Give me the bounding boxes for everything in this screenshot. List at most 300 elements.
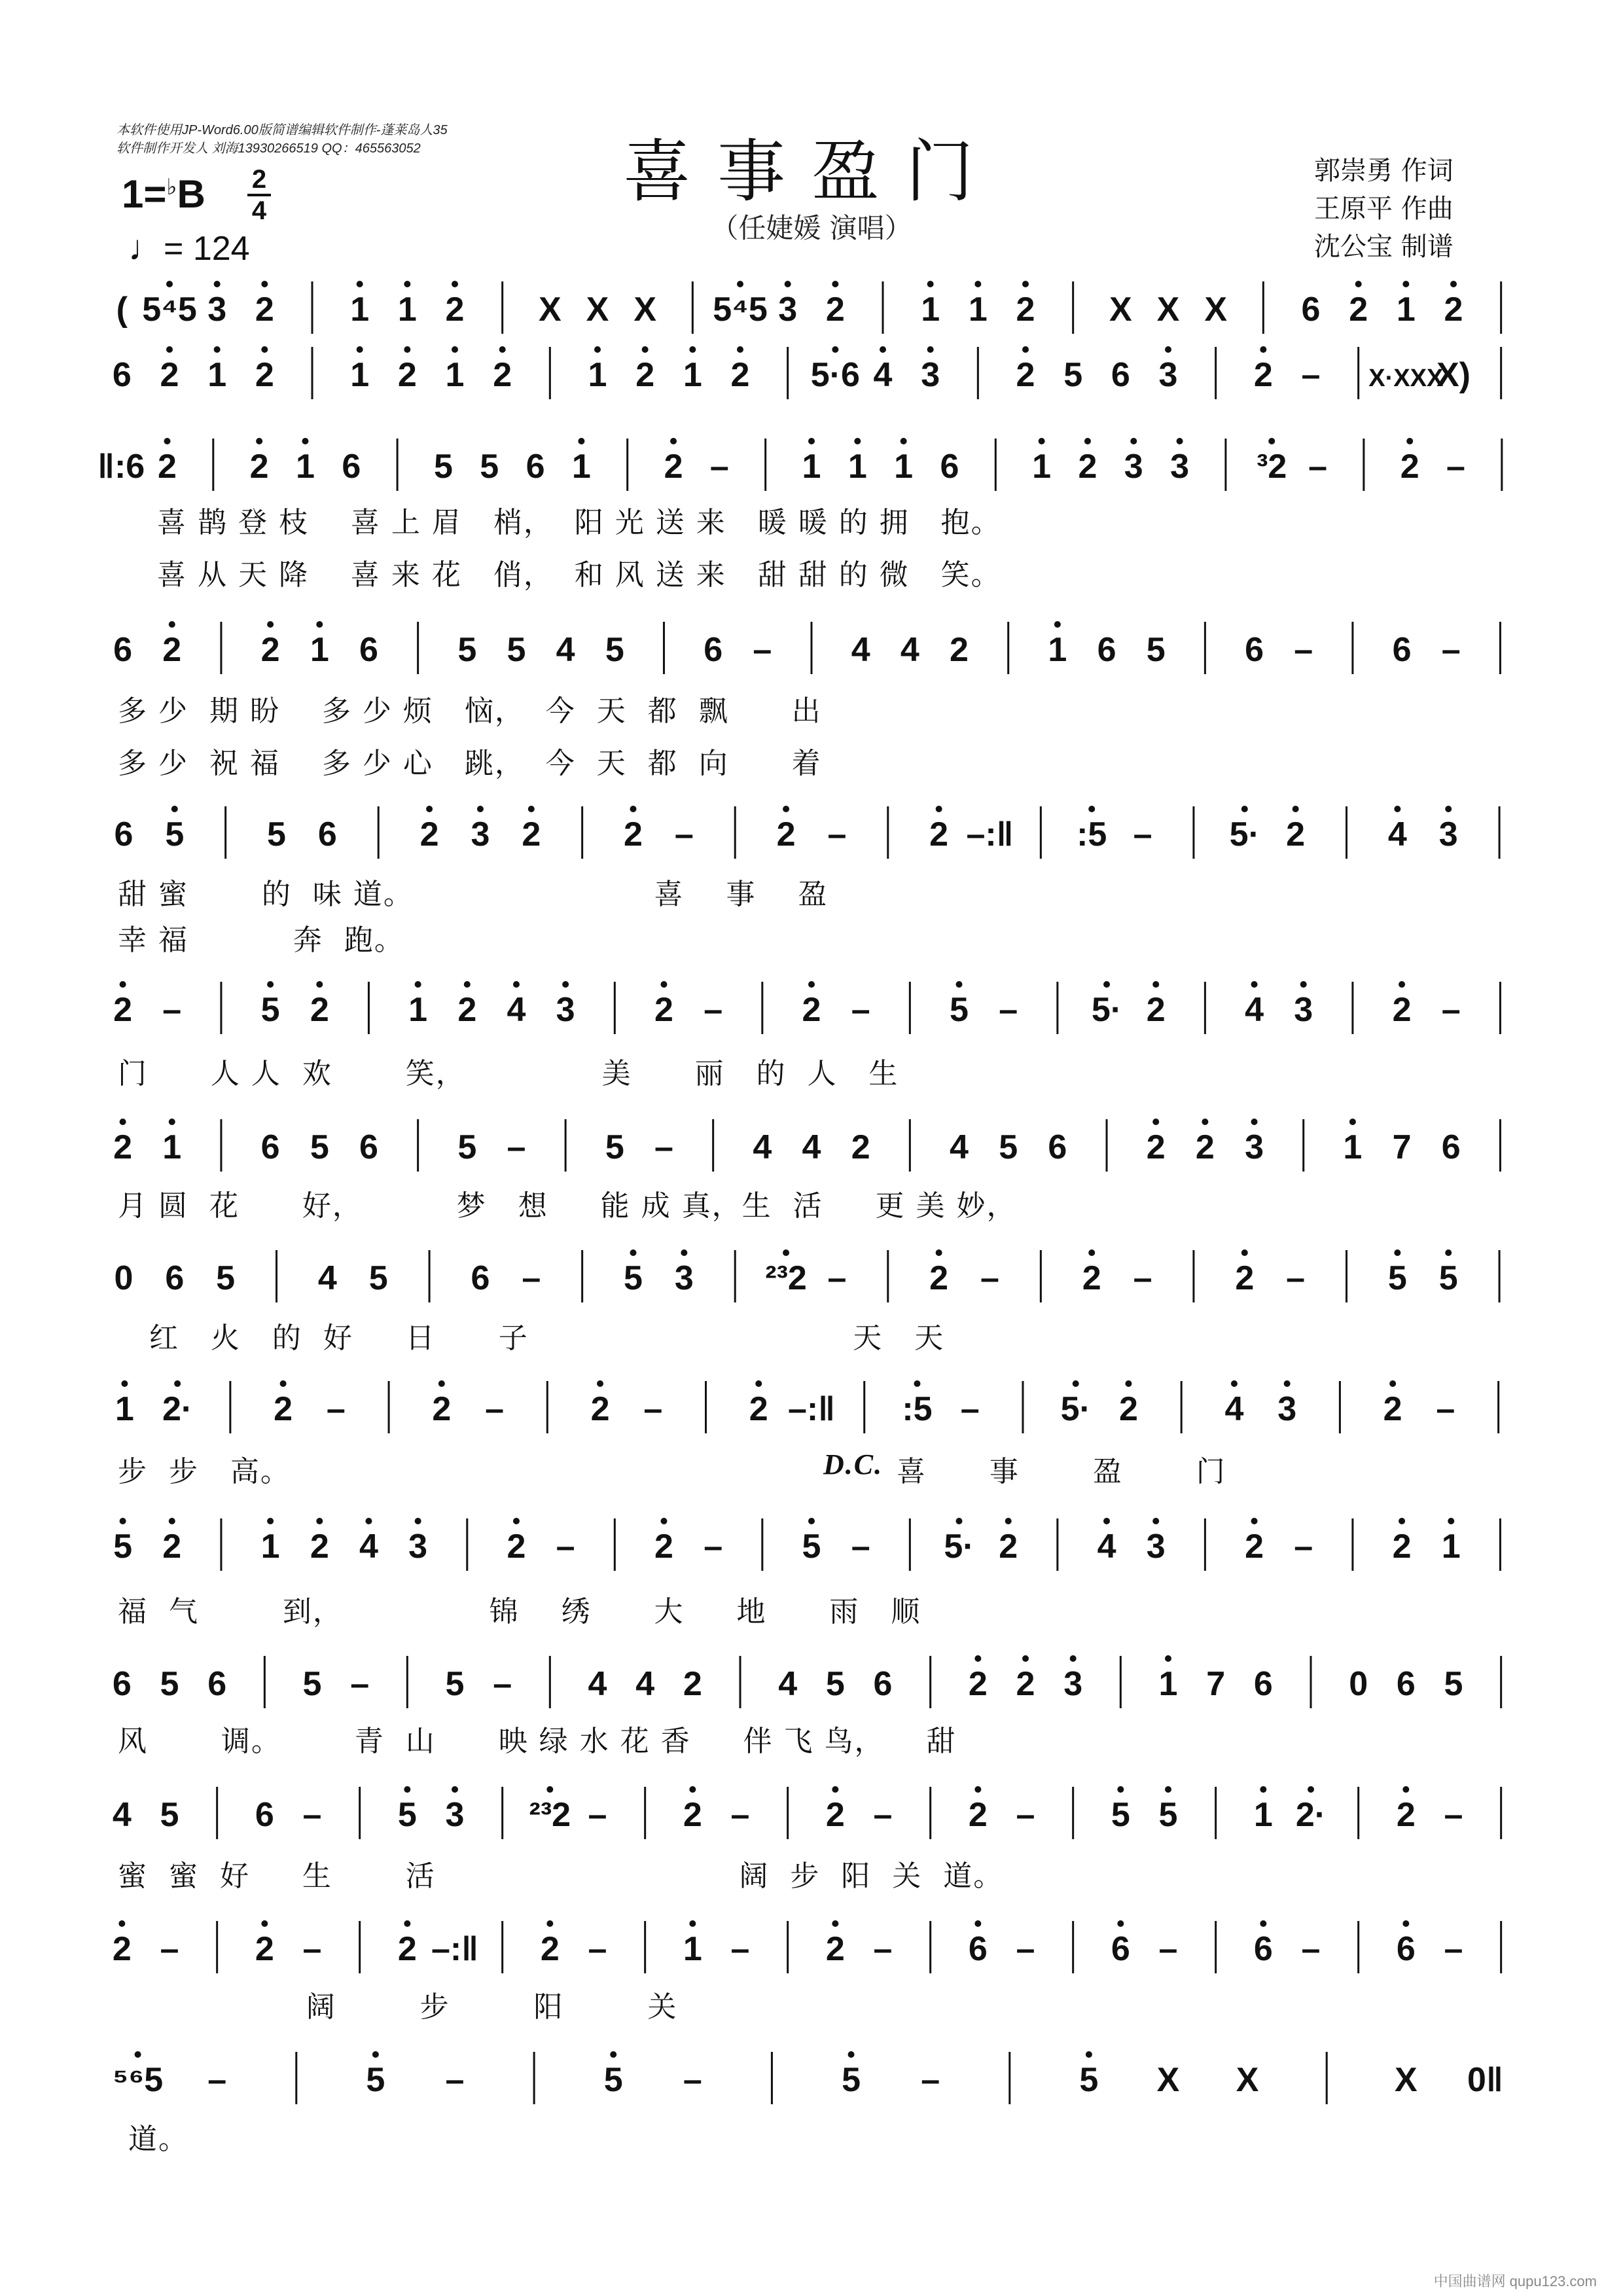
note-token: 5 xyxy=(160,1665,179,1703)
octave-dot xyxy=(1165,346,1171,353)
octave-dot xyxy=(783,1249,789,1256)
notation-svg-r2 xyxy=(98,340,1525,406)
lyric-r7: 月 圆 花 好， 梦 想 能 成 真，生 活 更 美 妙， xyxy=(118,1189,1017,1223)
lyric-r11: 风 调。 青 山 映 绿 水 花 香 伴 飞 鸟， 甜 xyxy=(118,1725,957,1758)
note-token: 4 xyxy=(507,991,526,1029)
octave-dot xyxy=(597,1380,603,1387)
notation-row-r8 xyxy=(98,1244,1525,1309)
octave-dot xyxy=(578,438,584,444)
note-token: 2 xyxy=(274,1390,293,1428)
note-token: 1 xyxy=(847,448,867,486)
octave-dot xyxy=(1402,281,1409,287)
note-token: – xyxy=(851,1528,870,1566)
note-token: 3 xyxy=(1158,356,1178,394)
note-token: – xyxy=(588,1930,607,1968)
octave-dot xyxy=(1293,806,1299,812)
note-token: ‖:6 xyxy=(98,448,145,486)
note-token: X xyxy=(1236,2061,1259,2099)
note-token: 1 xyxy=(310,631,329,669)
notation-svg-r5 xyxy=(98,800,1525,865)
note-token: 6 xyxy=(342,448,361,486)
note-token: 0 xyxy=(114,1259,134,1297)
note-token: 1 xyxy=(1032,448,1052,486)
octave-dot xyxy=(267,1518,274,1524)
octave-dot xyxy=(452,346,458,353)
note-token: 5 xyxy=(267,816,286,853)
note-token: 2 xyxy=(683,1665,702,1703)
note-token: 4 xyxy=(588,1665,607,1703)
note-token: 3 xyxy=(1170,448,1190,486)
note-token: 4 xyxy=(1224,1390,1244,1428)
octave-dot xyxy=(477,806,484,812)
octave-dot xyxy=(546,1920,553,1927)
note-token: – xyxy=(1016,1930,1035,1968)
notation-row-r10 xyxy=(98,1512,1525,1577)
note-token: 6 xyxy=(1111,356,1130,394)
octave-dot xyxy=(832,346,838,353)
note-token: 2 xyxy=(1245,1528,1264,1566)
note-token: 6 xyxy=(1245,631,1264,669)
octave-dot xyxy=(452,1786,458,1793)
octave-dot xyxy=(528,806,535,812)
note-token: 1 xyxy=(968,291,988,329)
note-token: 6 xyxy=(317,816,337,853)
note-token: 4 xyxy=(317,1259,337,1297)
note-token: –:‖ xyxy=(787,1390,836,1428)
note-token: 6 xyxy=(1111,1930,1130,1968)
note-token: 6 xyxy=(260,1128,280,1166)
note-token: 5 xyxy=(605,631,624,669)
octave-dot xyxy=(936,806,942,812)
octave-dot xyxy=(464,981,471,988)
note-token: 2 xyxy=(825,1930,845,1968)
octave-dot xyxy=(415,981,421,988)
octave-dot xyxy=(832,1920,838,1927)
octave-dot xyxy=(974,1655,981,1662)
note-token: 3 xyxy=(556,991,575,1029)
notation-svg-r10 xyxy=(98,1512,1525,1577)
octave-dot xyxy=(880,346,886,353)
note-token: X xyxy=(633,291,657,329)
octave-dot xyxy=(372,2051,379,2058)
note-token: 1 xyxy=(162,1128,182,1166)
note-token: 3 xyxy=(471,816,490,853)
octave-dot xyxy=(121,1380,128,1387)
note-token: – xyxy=(704,991,723,1029)
note-token: 6 xyxy=(704,631,723,669)
octave-dot xyxy=(426,806,433,812)
note-token: X xyxy=(1394,2061,1418,2099)
note-token: 2 xyxy=(255,1930,274,1968)
octave-dot xyxy=(499,346,506,353)
octave-dot xyxy=(1103,981,1110,988)
note-token: 2 xyxy=(635,356,655,394)
note-token: 6 xyxy=(112,1665,132,1703)
note-token: 2 xyxy=(1444,291,1463,329)
octave-dot xyxy=(438,1380,445,1387)
notation-svg-r1 xyxy=(98,275,1525,340)
note-token: 1 xyxy=(683,356,702,394)
note-token: 1 xyxy=(350,356,370,394)
octave-dot xyxy=(404,1786,410,1793)
note-token: 5⁴5 xyxy=(713,291,768,329)
note-token: 2 xyxy=(162,1528,182,1566)
lyric-r3b: 喜 从 天 降 喜 来 花 俏， 和 风 送 来 甜 甜 的 微 笑。 xyxy=(157,558,1001,592)
octave-dot xyxy=(267,981,274,988)
octave-dot xyxy=(927,346,934,353)
octave-dot xyxy=(120,1119,126,1125)
note-token: – xyxy=(1441,631,1461,669)
notation-row-r12 xyxy=(98,1780,1525,1846)
octave-dot xyxy=(832,1786,838,1793)
notation-row-r7 xyxy=(98,1113,1525,1178)
note-token: 6 xyxy=(1097,631,1116,669)
octave-dot xyxy=(169,1518,175,1524)
notation-svg-r11 xyxy=(98,1649,1525,1715)
note-token: 3 xyxy=(207,291,227,329)
octave-dot xyxy=(914,1380,920,1387)
octave-dot xyxy=(404,1920,410,1927)
note-token: 5 xyxy=(457,631,477,669)
octave-dot xyxy=(610,2051,616,2058)
octave-dot xyxy=(261,281,268,287)
note-token: 6 xyxy=(1396,1665,1416,1703)
note-token: – xyxy=(980,1259,999,1297)
note-token: 1 xyxy=(397,291,417,329)
note-token: 2 xyxy=(112,1930,132,1968)
note-token: 3 xyxy=(445,1796,465,1834)
notation-svg-r14 xyxy=(98,2045,1525,2111)
author-composer: 王原平 作曲 xyxy=(1314,194,1454,224)
note-token: 5 xyxy=(302,1665,322,1703)
octave-dot xyxy=(546,1786,553,1793)
octave-dot xyxy=(1349,1119,1356,1125)
octave-dot xyxy=(1251,981,1258,988)
flat-symbol: ♭ xyxy=(166,175,177,200)
octave-dot xyxy=(267,621,274,628)
note-token: 2 xyxy=(457,991,477,1029)
note-token: 6 xyxy=(114,816,134,853)
note-token: – xyxy=(1446,448,1465,486)
note-token: 6 xyxy=(359,631,378,669)
note-token: 7 xyxy=(1392,1128,1412,1166)
octave-dot xyxy=(737,346,743,353)
tempo-value: = 124 xyxy=(164,230,250,268)
note-token: 2 xyxy=(776,816,796,853)
octave-dot xyxy=(1260,1920,1266,1927)
note-token: 6 xyxy=(207,1665,227,1703)
note-token: 2 xyxy=(249,448,269,486)
note-token: 2 xyxy=(950,631,969,669)
octave-dot xyxy=(1260,346,1266,353)
notation-row-r5 xyxy=(98,800,1525,865)
octave-dot xyxy=(404,281,410,287)
note-token: – xyxy=(730,1930,750,1968)
note-token: 2 xyxy=(493,356,512,394)
note-token: 1 xyxy=(295,448,315,486)
note-token: 2 xyxy=(1235,1259,1255,1297)
note-token: 1 xyxy=(350,291,370,329)
meter-top: 2 xyxy=(251,165,267,194)
note-token: 5 xyxy=(310,1128,329,1166)
note-token: 6 xyxy=(1253,1665,1273,1703)
note-token: – xyxy=(1286,1259,1306,1297)
notation-svg-r8 xyxy=(98,1244,1525,1309)
note-token: :5 xyxy=(902,1390,933,1428)
meter-bottom: 4 xyxy=(251,196,267,225)
note-token: 4 xyxy=(359,1528,378,1566)
note-token: ⁵⁶5 xyxy=(112,2061,164,2099)
lyric-r10: 福 气 到， 锦 绣 大 地 雨 顺 xyxy=(118,1595,921,1628)
note-token: 1 xyxy=(115,1390,134,1428)
note-token: 3 xyxy=(674,1259,694,1297)
note-token: 5 xyxy=(1158,1796,1178,1834)
note-token: 2 xyxy=(522,816,541,853)
note-token: 4 xyxy=(778,1665,798,1703)
dc-marking: D.C. xyxy=(823,1448,883,1480)
note-token: – xyxy=(960,1390,980,1428)
octave-dot xyxy=(1086,2051,1092,2058)
octave-dot xyxy=(169,621,175,628)
octave-dot xyxy=(1005,1518,1012,1524)
note-token: X xyxy=(1109,291,1132,329)
octave-dot xyxy=(1054,621,1061,628)
note-token: – xyxy=(1133,1259,1152,1297)
note-token: – xyxy=(730,1796,750,1834)
note-token: 1 xyxy=(802,448,821,486)
octave-dot xyxy=(1117,1920,1124,1927)
octave-dot xyxy=(1406,438,1413,444)
note-token: 3 xyxy=(1146,1528,1166,1566)
octave-dot xyxy=(513,981,520,988)
note-token: X xyxy=(538,291,562,329)
notation-svg-r12 xyxy=(98,1780,1525,1846)
note-token: 2 xyxy=(1396,1796,1416,1834)
octave-dot xyxy=(174,1380,181,1387)
note-token: – xyxy=(709,448,729,486)
octave-dot xyxy=(681,1249,687,1256)
note-token: 2 xyxy=(310,991,329,1029)
note-token: – xyxy=(326,1390,346,1428)
note-token: 6 xyxy=(359,1128,378,1166)
note-token: – xyxy=(1294,631,1313,669)
octave-dot xyxy=(642,346,649,353)
note-token: 5⁴5 xyxy=(142,291,197,329)
octave-dot xyxy=(166,346,173,353)
note-token: 3 xyxy=(921,356,940,394)
note-token: 5 xyxy=(1444,1665,1463,1703)
octave-dot xyxy=(280,1380,287,1387)
octave-dot xyxy=(404,346,410,353)
lyric-r4a: 多 少 期 盼 多 少 烦 恼， 今 天 都 飘 出 xyxy=(118,694,822,728)
note-token: 1 xyxy=(683,1930,702,1968)
octave-dot xyxy=(513,1518,520,1524)
note-token: 4 xyxy=(112,1796,132,1834)
note-token: 2 xyxy=(1016,356,1035,394)
note-token: 6 xyxy=(526,448,545,486)
note-token: 5·6 xyxy=(810,356,860,394)
octave-dot xyxy=(1022,281,1029,287)
note-token: 5 xyxy=(603,2061,623,2099)
note-token: 2 xyxy=(397,356,417,394)
note-token: 4 xyxy=(950,1128,969,1166)
note-token: 2 xyxy=(397,1930,417,1968)
note-token: 6 xyxy=(940,448,959,486)
octave-dot xyxy=(1284,1380,1291,1387)
note-token: 5 xyxy=(216,1259,236,1297)
note-token: 6 xyxy=(968,1930,988,1968)
octave-dot xyxy=(261,346,268,353)
octave-dot xyxy=(689,346,696,353)
octave-dot xyxy=(562,981,569,988)
note-token: 5· xyxy=(1229,816,1260,853)
note-token: – xyxy=(1294,1528,1313,1566)
lyric-r8: 红 火 的 好 日 子 天 天 xyxy=(118,1321,945,1355)
octave-dot xyxy=(1399,1518,1405,1524)
octave-dot xyxy=(670,438,677,444)
key-prefix: 1= xyxy=(122,172,167,216)
octave-dot xyxy=(1165,1786,1171,1793)
note-token: 2 xyxy=(654,1528,673,1566)
song-title: 喜事盈门 xyxy=(622,132,1000,211)
note-token: 2 xyxy=(260,631,280,669)
octave-dot xyxy=(135,2051,141,2058)
note-token: 4 xyxy=(1245,991,1264,1029)
note-token: – xyxy=(162,991,182,1029)
lyric-r9b: 喜 事 盈 门 xyxy=(897,1455,1226,1488)
lyric-r14: 道。 xyxy=(128,2123,188,2156)
key-signature xyxy=(122,171,205,217)
note-token: – xyxy=(160,1930,179,1968)
octave-dot xyxy=(689,1920,696,1927)
note-token: – xyxy=(827,816,847,853)
note-token: 3 xyxy=(1063,1665,1083,1703)
octave-dot xyxy=(1152,1518,1159,1524)
note-token: 1 xyxy=(1396,291,1416,329)
note-token: 6 xyxy=(1392,631,1412,669)
software-credit-line-1: 本软件使用JP-Word6.00版简谱编辑软件制作-蓬莱岛人35 xyxy=(116,123,448,137)
note-token: 4 xyxy=(753,1128,772,1166)
note-token: 2 xyxy=(1286,816,1306,853)
note-token: 2 xyxy=(1118,1390,1138,1428)
octave-dot xyxy=(974,1920,981,1927)
note-token: 5 xyxy=(457,1128,477,1166)
note-token: 5 xyxy=(507,631,526,669)
octave-dot xyxy=(1177,438,1183,444)
note-token: ³2 xyxy=(1257,448,1287,486)
note-token: 6 xyxy=(255,1796,274,1834)
note-token: 4 xyxy=(851,631,870,669)
octave-dot xyxy=(1202,1119,1208,1125)
note-token: 4 xyxy=(900,631,919,669)
octave-dot xyxy=(1308,1786,1314,1793)
note-token: – xyxy=(827,1259,847,1297)
note-token: – xyxy=(1436,1390,1455,1428)
note-token: 2 xyxy=(255,356,274,394)
notation-row-r1 xyxy=(98,275,1525,340)
octave-dot xyxy=(1073,1380,1079,1387)
note-token: 5 xyxy=(366,2061,385,2099)
octave-dot xyxy=(1022,346,1029,353)
note-token: – xyxy=(851,991,870,1029)
note-token: 2 xyxy=(507,1528,526,1566)
octave-dot xyxy=(214,346,221,353)
note-token: 2 xyxy=(432,1390,452,1428)
note-token: 5 xyxy=(480,448,499,486)
note-token: 2· xyxy=(162,1390,193,1428)
note-token: – xyxy=(873,1930,893,1968)
octave-dot xyxy=(630,806,637,812)
octave-dot xyxy=(169,1119,175,1125)
octave-dot xyxy=(956,1518,963,1524)
note-token: – xyxy=(1301,1930,1321,1968)
note-token: 5 xyxy=(605,1128,624,1166)
note-token: ²³2 xyxy=(529,1796,571,1834)
note-token: 6 xyxy=(113,631,133,669)
notation-svg-r13 xyxy=(98,1914,1525,1980)
note-token: 5· xyxy=(944,1528,974,1566)
lyric-r4b: 多 少 祝 福 多 少 心 跳， 今 天 都 向 着 xyxy=(118,747,822,780)
note-token: – xyxy=(683,2061,702,2099)
octave-dot xyxy=(415,1518,421,1524)
note-token: 1 xyxy=(921,291,940,329)
note-token: 5 xyxy=(825,1665,845,1703)
note-token: X xyxy=(1156,2061,1180,2099)
note-token: X xyxy=(586,291,609,329)
note-token: – xyxy=(556,1528,575,1566)
note-token: 2 xyxy=(445,291,465,329)
note-token: :5 xyxy=(1077,816,1107,853)
note-token: 2 xyxy=(590,1390,610,1428)
octave-dot xyxy=(689,1786,696,1793)
octave-dot xyxy=(1241,1249,1248,1256)
octave-dot xyxy=(1445,806,1452,812)
note-token: 5 xyxy=(165,816,185,853)
octave-dot xyxy=(256,438,262,444)
octave-dot xyxy=(1125,1380,1132,1387)
note-token: 5· xyxy=(1091,991,1122,1029)
note-token: 2 xyxy=(1392,991,1412,1029)
note-token: X xyxy=(1156,291,1180,329)
octave-dot xyxy=(1445,1249,1452,1256)
note-token: 1 xyxy=(1048,631,1067,669)
note-token: 3 xyxy=(1277,1390,1297,1428)
note-token: – xyxy=(445,2061,465,2099)
note-token: 1 xyxy=(1343,1128,1363,1166)
note-token: 5 xyxy=(950,991,969,1029)
octave-dot xyxy=(261,1920,268,1927)
note-token: – xyxy=(485,1390,505,1428)
note-token: 2 xyxy=(999,1528,1018,1566)
note-token: 5 xyxy=(160,1796,179,1834)
octave-dot xyxy=(755,1380,762,1387)
note-token: 2 xyxy=(158,448,177,486)
octave-dot xyxy=(594,346,601,353)
note-token: – xyxy=(1444,1930,1463,1968)
key-note: B xyxy=(177,172,205,216)
octave-dot xyxy=(1251,1119,1258,1125)
note-token: 4 xyxy=(1097,1528,1116,1566)
note-token: 1 xyxy=(571,448,591,486)
note-token: 6 xyxy=(1441,1128,1461,1166)
note-token: 2 xyxy=(1078,448,1097,486)
note-token: 2 xyxy=(540,1930,560,1968)
note-token: 2 xyxy=(1392,1528,1412,1566)
octave-dot xyxy=(1070,1655,1077,1662)
octave-dot xyxy=(1088,1249,1095,1256)
note-token: 2 xyxy=(113,1128,133,1166)
lyric-r5a: 甜 蜜 的 味 道。 喜 事 盈 xyxy=(118,878,829,911)
